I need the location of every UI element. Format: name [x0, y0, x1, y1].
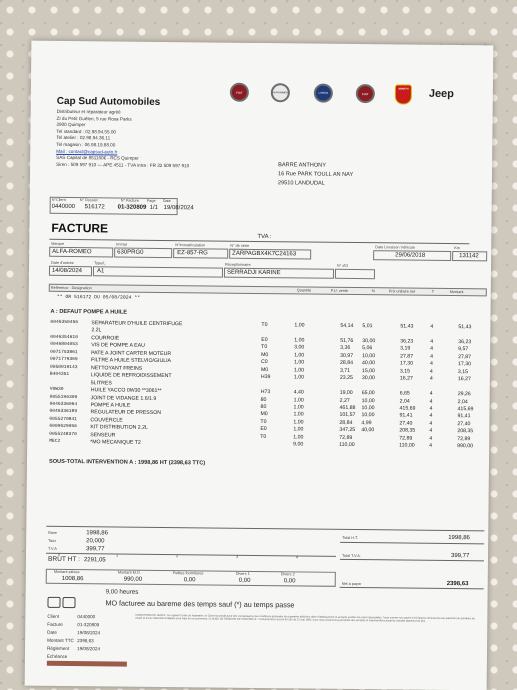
vat-amount: 399,77 [86, 546, 105, 553]
line-unit-price: 30,97 [340, 352, 354, 359]
line-discount: 10,00 [362, 352, 376, 360]
labour-hours: 9,00 heures [105, 588, 139, 596]
line-tax-code: 4 [429, 405, 433, 412]
decorative-bar [47, 661, 127, 667]
line-tax-code: 4 [429, 398, 433, 405]
vehicle-km: 131142 [459, 253, 479, 260]
line-unit-price: 28,84 [339, 360, 354, 367]
column-number: 3 [235, 554, 239, 559]
jeep-logo: Jeep [428, 87, 454, 101]
line-amount: 36,23 [458, 338, 472, 346]
footer-label: Date [47, 629, 57, 635]
order-box [93, 266, 223, 277]
th-amount: Montant [449, 289, 464, 295]
company-details [56, 109, 190, 170]
legal-conditions: CONDITIONS DE VENTE : En signant l'ordre de réparation, le Client reconnaît avoir pris connaissance des conditions générales de réparation affichées dans l'établissement et accepte qu'elles lui soient opposables. Toute somme non payée à l'échéance donnera lieu au paiement de pénalités de retard et d'une indemnité forfaitaire pour frais de recouvrement. CLAUSE DE RÉSERVE DE PROPRIÉTÉ : Conformément à la loi 80.335 du 12 mai 1980, nous nous réservons la propriété des produits et marchandises jusqu'au complet paiement du prix. [135, 613, 475, 624]
line-quantity: 1,00 [293, 367, 305, 374]
line-designation: REGULATEUR DE PRESSON [90, 409, 162, 417]
line-code: E0 [261, 336, 268, 343]
line-tax-code: 4 [429, 428, 433, 435]
invoice-sheet [25, 41, 494, 690]
parts-amount: 1008,86 [61, 575, 84, 583]
label-receptionist: Réceptionnaire [225, 262, 251, 267]
section-title: A : DEFAUT POMPE A HUILE [50, 308, 128, 316]
line-unit-price: 110,00 [339, 442, 355, 449]
line-quantity: 1,00 [293, 374, 305, 381]
line-designation: SENSEUR [90, 431, 116, 439]
line-code: M0 [260, 411, 268, 418]
line-code: E0 [260, 426, 267, 433]
line-tax-code: 4 [429, 361, 433, 368]
label-labour-amount: Montant M.O. [117, 570, 141, 575]
company-line: SAS Capital de 851150€ - RCS Quimper [56, 155, 139, 161]
recycle-icon [62, 597, 75, 608]
line-net-price: 72,89 [399, 435, 413, 442]
entry-date: 14/08/2024 [51, 267, 83, 275]
label-order-number: N° d'O [337, 263, 349, 268]
invoice-title: FACTURE [51, 220, 109, 236]
line-reference: 0071779369 [50, 357, 78, 363]
tva-label: TVA : [257, 233, 272, 241]
line-net-price: 2,04 [399, 397, 410, 405]
company-line: Siren : 509 597 910 — APE 4511 - TVA intra : FR 32 509 597 910 [56, 161, 190, 169]
line-amount: 72,89 [457, 435, 471, 442]
line-unit-price: 54,14 [340, 322, 354, 329]
footer-value: 19/08/2024 [77, 630, 101, 636]
line-quantity: 1,00 [293, 419, 304, 426]
line-designation: NETTOYANT FREINS [90, 364, 143, 372]
line-amount: 16,27 [457, 376, 471, 383]
line-net-price: 17,30 [399, 360, 414, 367]
label-vat: T.V.A [48, 546, 57, 551]
label-total-vat: Total T.V.A. [341, 553, 361, 559]
label-misc-2: Divers 2 [280, 572, 295, 577]
vehicle-code: 630PRG0 [117, 249, 144, 256]
footer-value: 01-320809 [77, 622, 100, 628]
label-page: Page [146, 198, 156, 203]
column-number: 4 [295, 555, 299, 560]
label-entry-date: Date d'entrée [51, 260, 74, 266]
company-line: 2900 Quimper [56, 122, 86, 128]
page-number: 1/1 [149, 204, 159, 211]
label-net-payable: Net à payer [341, 581, 362, 587]
line-designation: JOINT DE VIDANGE 1.6/1.9 [90, 394, 157, 402]
line-designation: LIQUIDE DE REFROIDISSEMENT [90, 372, 172, 380]
line-code: T0 [260, 418, 267, 425]
line-reference: 0046350456 [50, 319, 79, 326]
gross-ht: 2291,05 [83, 557, 106, 564]
line-net-price: 27,40 [399, 420, 413, 427]
label-invoice-number: N° Facture [120, 198, 139, 203]
line-code: T0 [261, 322, 268, 329]
line-reference: 6000629056 [49, 424, 77, 430]
line-reference: B404351 [49, 371, 70, 378]
line-discount: 5,06 [362, 345, 373, 352]
misc-1-amount: 0,00 [238, 577, 251, 584]
line-designation: COUVERCLE [90, 417, 123, 424]
line-amount: 2,04 [457, 398, 468, 405]
recycle-icon [47, 597, 60, 608]
label-km: Km [454, 246, 460, 251]
line-amount: 27,87 [458, 353, 472, 361]
line-tax-code: 4 [430, 323, 434, 330]
line-code: M0 [261, 351, 269, 358]
line-tax-code: 4 [429, 390, 433, 397]
label-dossier: N° Dossier [79, 198, 98, 203]
line-discount: 40,00 [361, 427, 375, 434]
line-net-price: 3,15 [399, 368, 411, 375]
divider [340, 587, 484, 589]
footer-value: 19/08/2024 [76, 646, 101, 652]
company-line: Distributeur et réparateur agréé [56, 108, 121, 115]
column-number: 1 [115, 553, 119, 558]
order-reference-line: ** OR 516172 DU 05/08/2024 ** [56, 294, 141, 301]
vehicle-vin: ZARPAGBX4K7C24163 [232, 250, 297, 258]
line-reference: V0W30 [49, 386, 64, 393]
line-discount: 65,00 [361, 390, 375, 397]
line-tax-code: 4 [429, 442, 433, 450]
invoice-number: 01-320809 [117, 204, 147, 211]
line-reference: 0046804053 [50, 342, 78, 348]
line-tax-code: 4 [430, 353, 434, 360]
line-code: C0 [261, 359, 268, 366]
line-amount: 3,15 [457, 368, 469, 375]
th-quantity: Quantité [296, 288, 312, 293]
line-unit-price: 3,36 [340, 345, 351, 352]
company-line: Tel magasin : 06.98.19.88.00 [56, 141, 116, 148]
client-number: 0440000 [51, 203, 76, 211]
line-unit-price: 51,76 [340, 337, 354, 344]
customer-name: BARRE ANTHONY [278, 162, 327, 169]
line-code: T0 [261, 344, 268, 351]
line-quantity: 1,00 [293, 404, 304, 411]
labour-rate-notice: MO facturee au bareme des temps sauf (*) au temps passe [105, 598, 295, 610]
line-tax-code: 4 [430, 338, 434, 345]
fiat-logo [230, 83, 249, 102]
line-amount: 27,40 [457, 420, 471, 428]
line-discount: 4,99 [361, 419, 372, 427]
line-unit-price: 19,00 [339, 389, 353, 397]
footer-values [77, 613, 100, 653]
line-net-price: 16,27 [399, 375, 413, 382]
line-net-price: 415,69 [399, 405, 416, 412]
line-unit-price: 28,84 [339, 419, 353, 426]
line-quantity: 1,00 [293, 396, 304, 403]
line-reference: 0046336189 [49, 409, 78, 415]
line-quantity: 1,00 [294, 359, 305, 366]
logo-text: FIAT [362, 92, 369, 97]
line-net-price: 51,43 [400, 323, 414, 330]
line-unit-price: 72,89 [339, 434, 353, 441]
th-net-price: Prix unitaire net [388, 289, 416, 294]
line-designation: POMPE A HUILE [90, 402, 131, 409]
label-parts-amount: Montant pièces [53, 569, 80, 575]
line-quantity: 1,00 [294, 322, 305, 329]
label-brand: Marque [51, 241, 65, 246]
label-rate: Taux [48, 538, 57, 543]
line-unit-price: 347,25 [339, 427, 356, 434]
line-net-price: 36,23 [400, 338, 414, 345]
line-discount: 40,00 [361, 360, 376, 367]
line-tax-code: 4 [429, 413, 433, 420]
line-reference: 0055196309 [49, 394, 78, 400]
line-tax-code: 4 [429, 435, 433, 442]
divider [340, 542, 484, 544]
th-tax-code: T [431, 289, 435, 294]
fiat-professional-logo [356, 84, 375, 103]
vehicle-registration: EZ-857-RG [177, 250, 208, 257]
footer-label: Facture [47, 621, 63, 627]
divider [340, 559, 484, 561]
line-net-price: 110,00 [399, 442, 415, 449]
line-tax-code: 4 [429, 368, 433, 375]
line-reference: 0055248370 [49, 431, 77, 437]
line-amount: 990,00 [457, 443, 474, 450]
line-designation: HUILE YACCO 0W30 **3061** [90, 387, 162, 395]
footer-label: Règlement [47, 645, 70, 652]
line-quantity: 4,40 [293, 389, 304, 396]
line-unit-price: 461,88 [339, 404, 356, 411]
line-designation: 5LITRES [90, 379, 112, 387]
line-tax-code: 4 [430, 346, 434, 353]
column-number: 2 [175, 554, 179, 559]
line-designation: *MO MECANIQUE T2 [90, 439, 141, 446]
company-line: ZI du Petit Guélen, 5 rue Rosa Parks [56, 115, 132, 122]
line-quantity: 9,00 [293, 441, 304, 448]
line-net-price: 91,41 [399, 412, 413, 420]
line-code: 80 [260, 403, 267, 411]
divider [46, 526, 484, 531]
customer-street: 16 Rue PARK TOULL AN NAY [277, 171, 354, 178]
line-amount: 9,57 [458, 346, 469, 353]
label-date: Date [162, 198, 171, 204]
line-discount: 30,00 [362, 337, 376, 345]
company-line: Tel atelier : 02.98.94.36.11 [56, 135, 111, 141]
label-base: Base [48, 530, 57, 535]
th-percent: % [371, 289, 376, 294]
line-designation: 2.2L [91, 327, 102, 334]
line-code: M0 [260, 366, 269, 373]
label-registration: N°Immatriculation [175, 243, 206, 248]
line-unit-price: 3,71 [339, 367, 351, 374]
company-line: Tel standard : 02.98.94.55.00 [56, 128, 116, 135]
line-designation: SEPARATEUR D'HUILE CENTRIFUGE [91, 320, 183, 328]
column-number: 0 [57, 552, 61, 557]
line-code: H39 [260, 374, 271, 381]
total-vat: 399,77 [450, 553, 470, 560]
labour-amount: 990,00 [123, 576, 143, 583]
footer-label: Echéance [46, 653, 68, 660]
line-amount: 415,69 [457, 406, 474, 413]
customer-address [278, 161, 354, 189]
line-amount: 91,41 [457, 413, 471, 420]
label-misc-1: Divers 1 [235, 571, 250, 576]
line-net-price: 208,35 [399, 427, 416, 434]
line-quantity: 3,00 [294, 344, 305, 351]
line-reference: 0050019143 [49, 364, 78, 370]
order-box [335, 269, 375, 279]
line-tax-code: 4 [429, 420, 433, 427]
line-net-price: 6,65 [399, 390, 410, 397]
line-discount: 10,00 [361, 405, 375, 412]
footer-value: 2398,63 [77, 638, 94, 644]
invoice-date: 19/08/2024 [163, 204, 194, 212]
line-net-price: 27,87 [400, 353, 414, 360]
line-designation: FILTRE A HUILE STELVIO/GIULIA [91, 357, 172, 365]
total-ht: 1998,86 [448, 534, 470, 542]
footer-value: 0440000 [77, 614, 96, 620]
company-name: Cap Sud Automobiles [56, 95, 161, 108]
vehicle-brand: ALFA-ROMEO [52, 248, 92, 256]
label-total-ht: Total H.T. [342, 535, 359, 541]
alfa-romeo-logo [271, 83, 290, 102]
label-vin: N° de série [230, 243, 250, 248]
line-discount: 15,00 [361, 367, 375, 374]
line-amount: 29,26 [457, 391, 471, 398]
line-quantity: 1,00 [293, 426, 304, 433]
receptionist-name: SERRADJI KARINE [226, 269, 281, 277]
line-reference: 0055270841 [49, 416, 78, 422]
line-reference: 0046336064 [49, 401, 78, 408]
label-type: Type/L [94, 261, 106, 266]
line-reference: 0046354610 [50, 334, 78, 340]
line-discount: 5,01 [362, 323, 373, 330]
label-delivery-date: Date Livraison Véhicule [375, 245, 416, 250]
line-reference: 0071753861 [50, 349, 78, 355]
logo-text: FIAT [236, 90, 243, 95]
line-quantity: 1,00 [294, 337, 305, 344]
net-payable: 2398,63 [446, 580, 469, 588]
line-unit-price: 2,27 [339, 397, 350, 404]
line-code: H73 [260, 389, 271, 396]
footer-label: Client [47, 613, 60, 619]
line-amount: 51,43 [458, 324, 472, 331]
line-designation: VIS DE POMPE A EAU [91, 342, 145, 350]
line-designation: COURROIE [91, 335, 120, 342]
label-small-supplies: Petites fournitures [172, 571, 204, 576]
logo-text: ALFA ROMEO [273, 92, 288, 95]
line-reference: MEC2 [49, 438, 61, 445]
customer-city: 29510 LANDUDAL [277, 180, 325, 187]
small-supplies-amount: 0,00 [183, 577, 196, 584]
line-tax-code: 4 [429, 375, 433, 382]
company-line: Mail : contact@capsud-auto.fr [56, 148, 118, 155]
logo-text: ABARTH [398, 87, 409, 91]
line-net-price: 3,19 [400, 345, 411, 352]
abarth-logo [395, 84, 412, 104]
line-amount: 17,30 [457, 361, 472, 368]
footer-labels [47, 613, 74, 661]
line-quantity: 1,00 [293, 411, 304, 418]
label-gross-ht: BRUT HT : [47, 555, 80, 564]
line-discount: 30,00 [361, 375, 375, 382]
line-discount: 10,00 [361, 397, 375, 404]
label-code: Immat [116, 242, 127, 247]
line-code: 80 [260, 396, 267, 403]
line-amount: 208,35 [457, 428, 474, 435]
line-unit-price: 23,25 [339, 374, 353, 382]
intervention-subtotal: SOUS-TOTAL INTERVENTION A : 1998,86 HT (2398,63 TTC) [48, 458, 206, 467]
line-code: T0 [260, 433, 267, 440]
line-designation: PATE A JOINT CARTER MOTEUR [91, 350, 172, 357]
misc-2-amount: 0,00 [283, 578, 296, 585]
lancia-logo [314, 84, 333, 103]
order-type: A1 [96, 268, 105, 275]
line-discount: 10,00 [361, 412, 375, 419]
line-unit-price: 101,57 [339, 412, 356, 419]
th-designation: Référence - Désignation [50, 285, 92, 291]
vehicle-delivery-date: 29/06/2018 [395, 252, 426, 259]
th-unit-price: P.U. vente [330, 288, 349, 293]
tax-base: 1998,86 [86, 530, 108, 537]
dossier-number: 516172 [84, 204, 105, 211]
line-quantity: 1,00 [293, 434, 304, 441]
line-designation: KIT DISTRIBUTION 2.2L [90, 424, 148, 432]
footer-label: Montant TTC [47, 637, 74, 644]
line-quantity: 1,00 [294, 352, 305, 359]
tax-rate: 20,000 [86, 538, 105, 545]
logo-text: LANCIA [318, 91, 329, 95]
label-client-number: N°Client [51, 197, 66, 202]
